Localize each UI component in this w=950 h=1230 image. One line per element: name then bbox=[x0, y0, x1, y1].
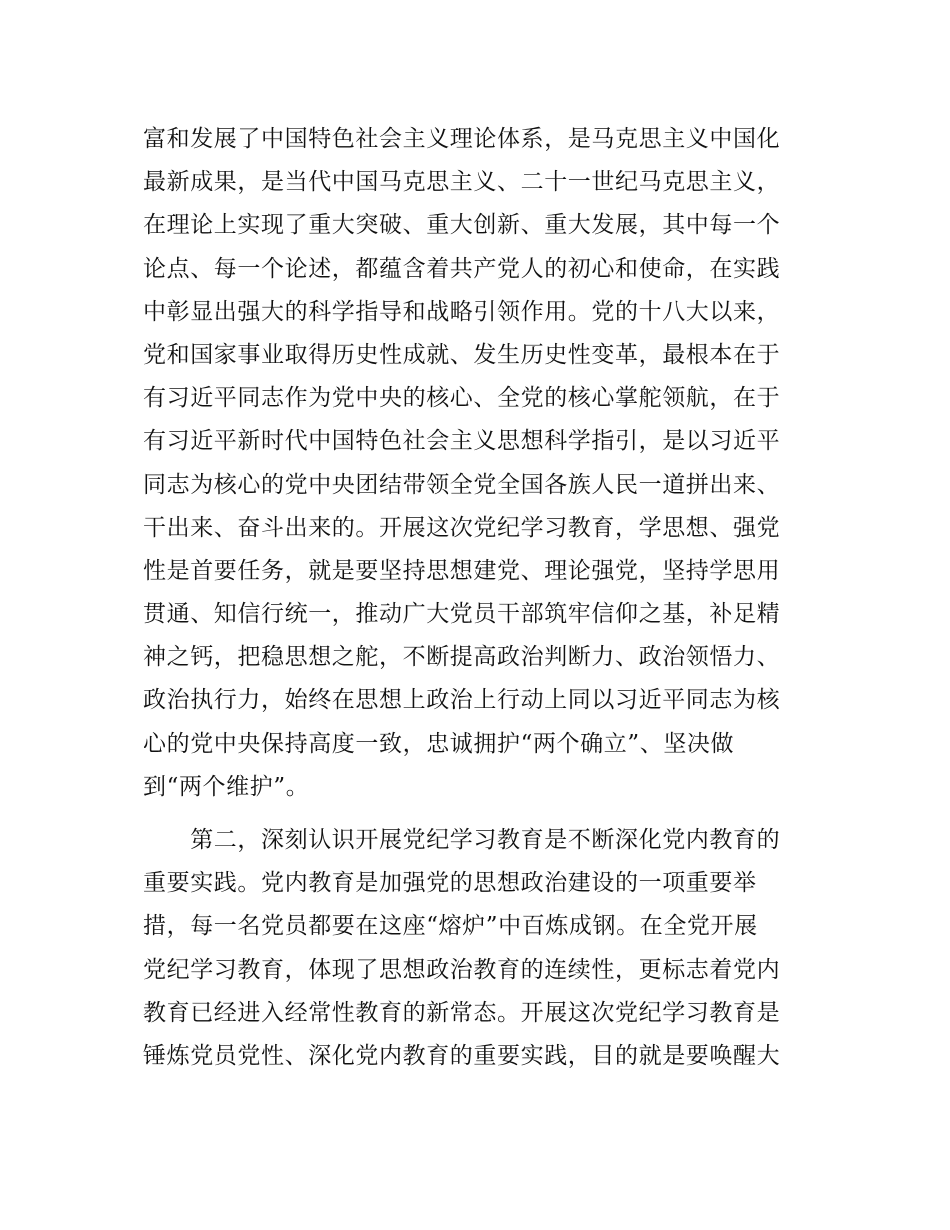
text-line: 重要实践。党内教育是加强党的思想政治建设的一项重要举 bbox=[143, 870, 757, 897]
text-line: 贯通、知信行统一，推动广大党员干部筑牢信仰之基，补足精 bbox=[143, 601, 781, 628]
text-line: 最新成果，是当代中国马克思主义、二十一世纪马克思主义， bbox=[143, 169, 781, 196]
text-line: 中彰显出强大的科学指导和战略引领作用。党的十八大以来， bbox=[143, 298, 781, 325]
text-line: 党和国家事业取得历史性成就、发生历史性变革，最根本在于 bbox=[143, 341, 781, 368]
paragraph-1 bbox=[143, 118, 823, 809]
text-line: 性是首要任务，就是要坚持思想建党、理论强党，坚持学思用 bbox=[143, 557, 781, 584]
text-line: 心的党中央保持高度一致，忠诚拥护“两个确立”、坚决做 bbox=[143, 730, 735, 757]
text-line: 党纪学习教育，体现了思想政治教育的连续性，更标志着党内 bbox=[143, 956, 781, 983]
text-line: 到“两个维护”。 bbox=[143, 773, 310, 800]
text-line: 干出来、奋斗出来的。开展这次党纪学习教育，学思想、强党 bbox=[143, 514, 781, 541]
document-body bbox=[143, 118, 823, 1078]
text-line: 有习近平同志作为党中央的核心、全党的核心掌舵领航，在于 bbox=[143, 385, 781, 412]
text-line: 神之钙，把稳思想之舵，不断提高政治判断力、政治领悟力、 bbox=[143, 644, 781, 671]
text-line: 政治执行力，始终在思想上政治上行动上同以习近平同志为核 bbox=[143, 687, 781, 714]
text-line: 在理论上实现了重大突破、重大创新、重大发展，其中每一个 bbox=[143, 212, 781, 239]
text-line: 有习近平新时代中国特色社会主义思想科学指引，是以习近平 bbox=[143, 428, 781, 455]
paragraph-2 bbox=[143, 819, 823, 1078]
paragraph-gap bbox=[143, 809, 823, 819]
text-line: 富和发展了中国特色社会主义理论体系，是马克思主义中国化 bbox=[143, 126, 781, 152]
text-line: 第二，深刻认识开展党纪学习教育是不断深化党内教育的 bbox=[143, 827, 781, 853]
text-line: 论点、每一个论述，都蕴含着共产党人的初心和使命，在实践 bbox=[143, 255, 781, 282]
text-line: 同志为核心的党中央团结带领全党全国各族人民一道拼出来、 bbox=[143, 471, 781, 498]
text-line: 教育已经进入经常性教育的新常态。开展这次党纪学习教育是 bbox=[143, 999, 781, 1026]
text-line: 措，每一名党员都要在这座“熔炉”中百炼成钢。在全党开展 bbox=[143, 913, 758, 940]
text-line: 锤炼党员党性、深化党内教育的重要实践，目的就是要唤醒大 bbox=[143, 1042, 781, 1069]
